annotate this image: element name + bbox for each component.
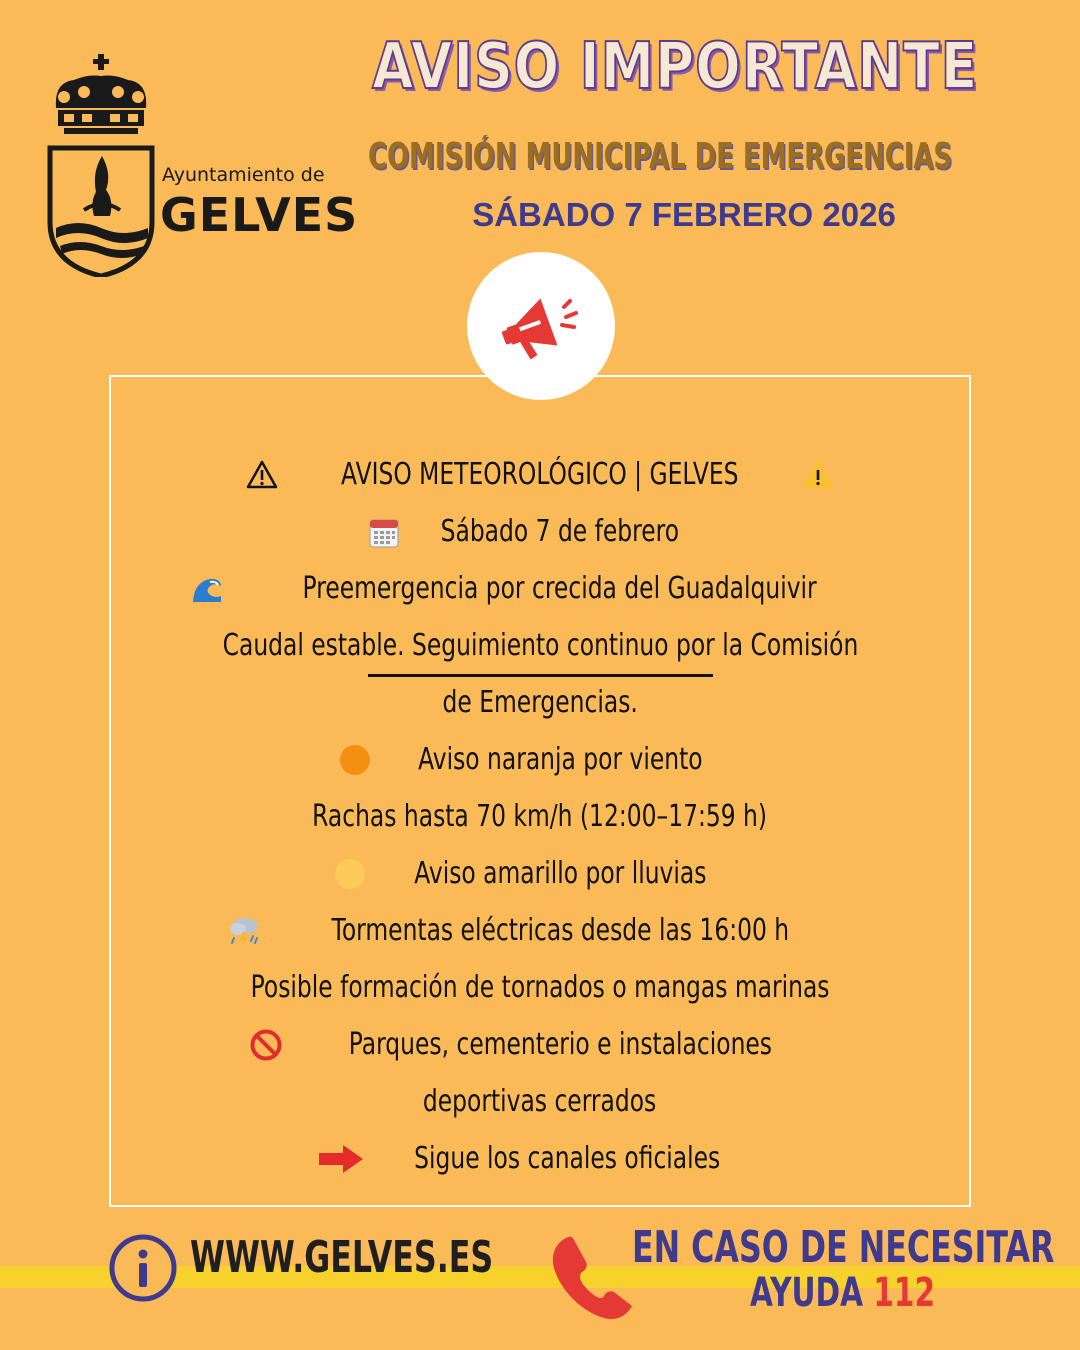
notice-line — [111, 1016, 969, 1073]
notice-line — [111, 1130, 969, 1187]
gelves-logo — [44, 52, 364, 282]
notice-line-text: AVISO METEOROLÓGICO | GELVES — [341, 457, 739, 492]
text-underline — [368, 674, 713, 677]
notice-body — [111, 446, 969, 1187]
notice-line-text: Tormentas eléctricas desde las 16:00 h — [331, 913, 789, 948]
emergency-number: 112 — [873, 1270, 936, 1316]
website-link[interactable]: WWW.GELVES.ES — [190, 1232, 494, 1283]
notice-line — [111, 446, 969, 503]
notice-line — [111, 902, 969, 959]
arrow-right-icon — [317, 1142, 365, 1176]
prohibited-icon — [249, 1028, 283, 1062]
megaphone-badge — [467, 252, 615, 400]
notice-line-text: Aviso amarillo por lluvias — [413, 856, 707, 891]
storm-icon — [227, 914, 261, 948]
notice-line-text: Parques, cementerio e instalaciones — [348, 1027, 772, 1062]
notice-line-text: Rachas hasta 70 km/h (12:00–17:59 h) — [312, 799, 768, 834]
notice-line-text: de Emergencias. — [442, 685, 638, 720]
help-text: EN CASO DE NECESITAR — [632, 1222, 1055, 1273]
page-subtitle: COMISIÓN MUNICIPAL DE EMERGENCIAS — [368, 136, 953, 177]
notice-line — [111, 788, 969, 845]
notice-line — [111, 674, 969, 731]
notice-line — [111, 731, 969, 788]
calendar-icon — [367, 515, 401, 549]
warning-icon — [801, 458, 835, 492]
info-icon — [108, 1233, 178, 1303]
logo-title: GELVES — [160, 188, 359, 242]
warning-icon — [245, 458, 279, 492]
notice-line — [111, 1073, 969, 1130]
notice-line-text: Caudal estable. Seguimiento continuo por la Comisión — [222, 628, 858, 663]
notice-line-text: Aviso naranja por viento — [417, 742, 703, 777]
phone-icon — [544, 1232, 638, 1326]
help-number-text — [750, 1270, 935, 1316]
logo-subtitle: Ayuntamiento de — [162, 164, 325, 186]
orange-circle-icon — [338, 743, 372, 777]
notice-line — [111, 959, 969, 1016]
notice-line-text: deportivas cerrados — [423, 1084, 657, 1119]
notice-line — [111, 560, 969, 617]
notice-line — [111, 617, 969, 674]
notice-line-text: Sigue los canales oficiales — [413, 1141, 721, 1176]
coat-of-arms-icon — [44, 52, 159, 277]
megaphone-icon — [498, 291, 584, 361]
yellow-circle-icon — [333, 857, 367, 891]
notice-line-text: Sábado 7 de febrero — [440, 514, 680, 549]
notice-line-text: Posible formación de tornados o mangas marinas — [250, 970, 830, 1005]
help-label: AYUDA — [750, 1270, 864, 1316]
wave-icon — [190, 572, 224, 606]
notice-line — [111, 503, 969, 560]
notice-line — [111, 845, 969, 902]
notice-line-text: Preemergencia por crecida del Guadalquivir — [302, 571, 818, 606]
notice-date: SÁBADO 7 FEBRERO 2026 — [472, 196, 896, 233]
page-title: AVISO IMPORTANTE — [372, 30, 979, 104]
